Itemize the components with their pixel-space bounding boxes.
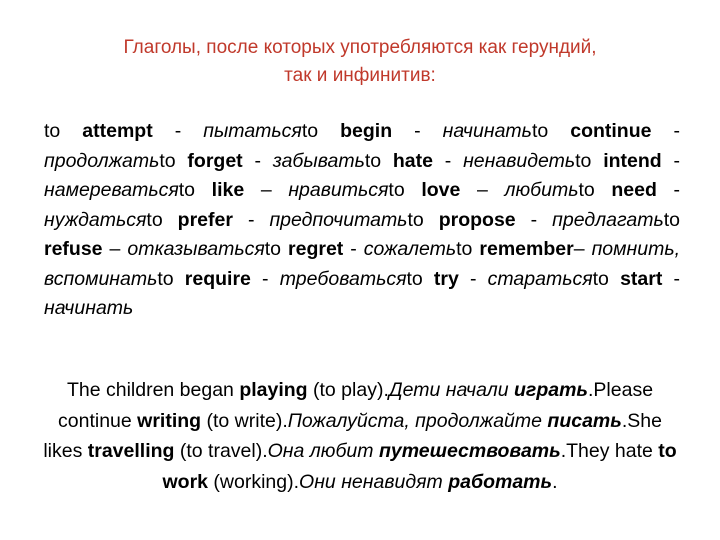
example-sentences [38,375,682,497]
verb-separator: - [433,149,464,172]
verb-word: prefer [177,208,233,231]
verb-translation: забывать [272,149,365,172]
verb-separator: - [152,120,204,142]
example-verb: to work [162,440,677,493]
example-text: . [560,440,567,462]
verb-separator: – [102,238,128,260]
verb-translation: требоваться [279,267,407,290]
verb-word: intend [603,149,662,172]
verb-entry [265,238,456,260]
verb-separator: - [656,179,681,201]
verb-prefix: to [575,149,604,172]
example-translation-verb: работать [448,470,553,493]
verb-word: love [421,179,461,201]
slide-title [40,34,680,90]
verb-word: continue [570,120,652,142]
example-text: (to play). [307,379,389,401]
example-translation: Дети начали [388,379,514,401]
verb-word: remember [479,238,574,260]
verb-translation: отказываться [127,238,265,260]
verb-word: try [433,267,459,290]
verb-word: begin [340,120,393,142]
verb-prefix: to [159,149,188,172]
example-verb: writing [137,409,202,432]
example-text: (to write). [201,409,288,432]
verb-prefix: to [44,120,83,142]
verb-list [44,117,680,324]
verb-prefix: to [157,267,185,290]
verb-separator: - [250,267,280,290]
example-verb: playing [239,379,308,401]
verb-translation: пытаться [203,120,302,142]
verb-prefix: to [178,179,212,201]
example-text: She likes [43,409,662,462]
example-translation-verb: путешествовать [378,440,561,462]
verb-word: forget [187,149,243,172]
verb-entry [44,120,302,142]
verb-translation: ненавидеть [463,149,576,172]
verb-separator: - [515,208,553,231]
verb-separator: – [460,179,505,201]
verb-prefix: to [264,238,289,260]
verb-entry [146,209,407,231]
example-translation-verb: писать [547,409,622,432]
verb-word: refuse [44,238,103,260]
verb-translation: предлагать [552,208,664,231]
verb-word: start [620,267,663,290]
verb-prefix: to [592,267,621,290]
verb-separator: – [573,238,592,260]
verb-separator: - [232,208,270,231]
verb-translation: намереваться [44,179,179,201]
example-text: (working). [208,470,300,493]
example-text: . [552,470,558,493]
example-text: Please continue [58,379,654,432]
verb-word: need [611,179,657,201]
verb-prefix: to [531,120,571,142]
verb-translation: любить [504,179,579,201]
verb-prefix: to [406,267,434,290]
verb-entry [407,209,663,231]
verb-separator: - [661,149,680,172]
verb-translation: предпочитать [269,208,408,231]
verb-separator: - [662,267,680,290]
verb-word: hate [392,149,433,172]
example-text: (to travel). [174,440,268,462]
verb-entry [365,150,575,172]
verb-entry [302,120,532,142]
verb-entry [159,150,364,172]
verb-word: propose [438,208,516,231]
example-translation: Они ненавидят [299,470,449,493]
verb-word: regret [288,238,344,260]
verb-word: like [211,179,245,201]
title-line-2: так и инфинитив: [284,65,436,86]
verb-prefix: to [663,208,680,231]
verb-prefix: to [146,208,178,231]
verb-entry [179,179,389,201]
title-line-1: Глаголы, после которых употребляются как герундий, [123,37,597,58]
example-translation-verb: играть [514,379,588,401]
example-text: They hate [566,440,659,462]
verb-separator: - [458,267,488,290]
verb-separator: - [392,120,443,142]
verb-entry [407,268,593,290]
example-1 [67,379,593,401]
verb-prefix: to [301,120,341,142]
example-text: . [621,409,628,432]
verb-separator: – [244,179,289,201]
verb-translation: начинать [442,120,532,142]
example-translation: Пожалуйста, продолжайте [287,409,548,432]
verb-prefix: to [407,208,439,231]
verb-entry [388,179,578,201]
verb-translation: стараться [487,267,593,290]
example-text: The children began [66,379,240,401]
verb-separator: - [343,238,364,260]
verb-prefix: to [578,179,612,201]
verb-prefix: to [364,149,393,172]
verb-word: require [184,267,251,290]
verb-word: attempt [82,120,153,142]
example-verb: travelling [87,440,175,462]
verb-separator: - [651,120,680,142]
verb-translation: продолжать [44,149,160,172]
verb-translation: нравиться [288,179,389,201]
verb-translation: сожалеть [363,238,457,260]
verb-translation: помнить, вспоминать [44,238,680,290]
verb-translation: нуждаться [44,208,147,231]
example-text: . [588,379,594,401]
verb-prefix: to [456,238,480,260]
example-translation: Она любит [267,440,379,462]
verb-translation: начинать [44,297,134,319]
verb-entry [157,268,406,290]
verb-separator: - [242,149,273,172]
verb-prefix: to [388,179,422,201]
